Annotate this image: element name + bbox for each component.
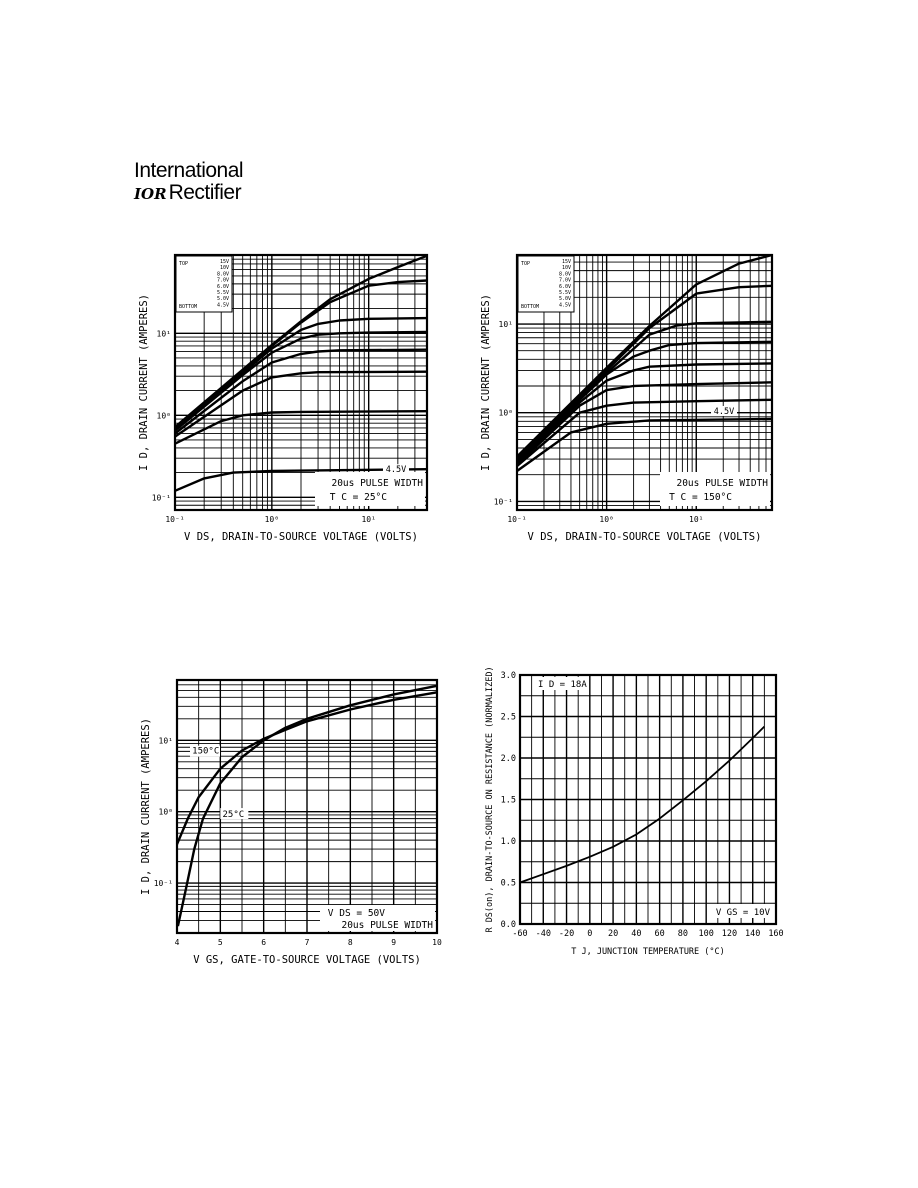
- chart0-y-axis-label: I D, DRAIN CURRENT (AMPERES): [138, 293, 150, 472]
- chart3-x-tick-label: 20: [607, 929, 619, 939]
- chart1-legend-entry: 5.5V: [558, 290, 571, 296]
- chart1-legend-entry: 10V: [561, 265, 571, 272]
- chart1-legend-entry: 15V: [561, 259, 571, 265]
- chart0-pulse-width-note: 20us PULSE WIDTH: [331, 478, 423, 489]
- chart1-y-tick-label: 10⁰: [498, 408, 513, 418]
- chart1-vgs-curve-label: 4.5V: [713, 406, 735, 417]
- chart3-x-tick-label: 100: [698, 929, 714, 939]
- chart1-legend-top-label: TOP: [521, 261, 531, 267]
- chart1-y-tick-label: 10¹: [498, 320, 513, 330]
- chart2-y-tick-label: 10⁻¹: [153, 879, 173, 889]
- chart3-y-tick-label: 1.0: [500, 837, 516, 847]
- chart2-x-tick-label: 9: [391, 938, 397, 947]
- chart0-legend-entry: 8.0V: [216, 271, 229, 278]
- logo-text-rectifier-row: [134, 182, 243, 205]
- chart-output-characteristics-150c: [472, 240, 782, 550]
- chart0-y-tick-label: 10¹: [156, 329, 171, 339]
- chart2-y-tick-label: 10⁰: [158, 807, 173, 817]
- chart3-x-tick-label: -40: [535, 929, 551, 939]
- chart3-y-tick-label: 1.5: [500, 795, 516, 806]
- vgs-condition-note: V GS = 10V: [715, 908, 770, 918]
- chart1-pulse-width-note: 20us PULSE WIDTH: [676, 478, 768, 489]
- chart3-y-tick-label: 2.5: [500, 712, 516, 723]
- chart3-x-tick-label: 140: [745, 929, 761, 939]
- chart0-legend-entry: 6.0V: [216, 283, 229, 290]
- chart2-x-tick-label: 8: [347, 938, 353, 947]
- chart0-legend-entry: 5.5V: [216, 290, 229, 296]
- chart3-x-tick-label: -60: [512, 929, 528, 939]
- chart0-vgs-curve-label: 4.5V: [385, 465, 407, 476]
- chart0-legend-bottom-label: BOTTOM: [179, 304, 198, 310]
- chart1-y-tick-label: 10⁻¹: [493, 497, 513, 507]
- chart3-x-axis-label: T J, JUNCTION TEMPERATURE (°C): [571, 947, 725, 957]
- chart1-legend-entry: 4.5V: [558, 302, 571, 309]
- chart1-x-axis-label: V DS, DRAIN-TO-SOURCE VOLTAGE (VOLTS): [527, 531, 762, 543]
- chart0-legend-entry: 7.0V: [216, 277, 229, 284]
- chart3-x-tick-label: 0: [587, 929, 593, 939]
- chart3-y-tick-label: 2.0: [500, 754, 516, 764]
- chart1-legend-entry: 5.0V: [558, 296, 571, 303]
- chart2-x-axis-label: V GS, GATE-TO-SOURCE VOLTAGE (VOLTS): [193, 954, 421, 966]
- chart3-x-tick-label: 40: [631, 929, 642, 939]
- chart-transfer-characteristics: [132, 665, 447, 965]
- chart0-legend-entry: 15V: [219, 259, 229, 265]
- chart2-x-tick-label: 7: [304, 938, 310, 947]
- chart3-x-tick-label: -20: [558, 929, 575, 939]
- curve-label-25c: 25°C: [222, 810, 245, 821]
- curve-label-150c: 150°C: [192, 746, 220, 757]
- chart1-legend-entry: 8.0V: [558, 271, 571, 278]
- chart1-x-tick-label: 10⁰: [599, 515, 614, 524]
- chart2-x-tick-label: 4: [174, 938, 180, 947]
- chart3-x-tick-label: 160: [768, 929, 784, 939]
- chart0-x-axis-label: V DS, DRAIN-TO-SOURCE VOLTAGE (VOLTS): [184, 531, 418, 543]
- chart3-y-tick-label: 3.0: [500, 671, 516, 681]
- chart3-y-tick-label: 0.0: [500, 920, 516, 930]
- chart0-legend-top-label: TOP: [179, 261, 189, 267]
- chart-output-characteristics-25c: [130, 240, 440, 550]
- company-logo: [134, 160, 243, 205]
- chart0-y-tick-label: 10⁻¹: [151, 493, 171, 503]
- chart2-x-tick-label: 6: [261, 938, 267, 947]
- chart1-legend-entry: 7.0V: [558, 277, 571, 284]
- chart2-y-tick-label: 10¹: [158, 736, 173, 746]
- vds-condition-note: V DS = 50V: [327, 908, 385, 919]
- chart0-case-temp-note: T C = 25°C: [329, 492, 387, 503]
- chart3-y-tick-label: 0.5: [500, 878, 516, 889]
- chart2-y-axis-label: I D, DRAIN CURRENT (AMPERES): [140, 717, 152, 896]
- chart1-case-temp-note: T C = 150°C: [669, 492, 732, 503]
- chart0-legend-entry: 10V: [219, 265, 229, 272]
- chart3-x-tick-label: 80: [677, 929, 689, 939]
- ior-logo-mark: IOR: [134, 185, 167, 203]
- logo-text-rectifier: Rectifier: [168, 181, 242, 204]
- chart1-legend-entry: 6.0V: [558, 283, 571, 290]
- chart1-x-tick-label: 10⁻¹: [507, 515, 527, 524]
- chart3-x-tick-label: 60: [654, 929, 665, 939]
- chart0-y-tick-label: 10⁰: [156, 411, 171, 421]
- chart1-y-axis-label: I D, DRAIN CURRENT (AMPERES): [480, 293, 492, 472]
- chart3-x-tick-label: 120: [721, 929, 738, 939]
- chart0-legend-entry: 5.0V: [216, 296, 229, 303]
- chart2-x-tick-label: 5: [217, 938, 223, 947]
- chart0-x-tick-label: 10⁻¹: [165, 515, 185, 524]
- id-condition-note: I D = 18A: [538, 680, 587, 690]
- chart3-y-axis-label: R DS(on), DRAIN-TO-SOURCE ON RESISTANCE (NORMALIZED): [485, 666, 495, 933]
- chart2-x-tick-label: 10: [432, 938, 442, 947]
- logo-text-international: International: [134, 159, 244, 182]
- chart-normalized-on-resistance: [468, 665, 788, 965]
- chart1-x-tick-label: 10¹: [689, 515, 704, 524]
- chart3-series-line: [520, 727, 764, 883]
- chart1-legend-bottom-label: BOTTOM: [521, 304, 540, 310]
- chart0-legend-entry: 4.5V: [216, 302, 229, 309]
- chart0-x-tick-label: 10⁰: [264, 515, 280, 524]
- pulse-width-note: 20us PULSE WIDTH: [341, 920, 433, 931]
- chart0-x-tick-label: 10¹: [361, 515, 376, 524]
